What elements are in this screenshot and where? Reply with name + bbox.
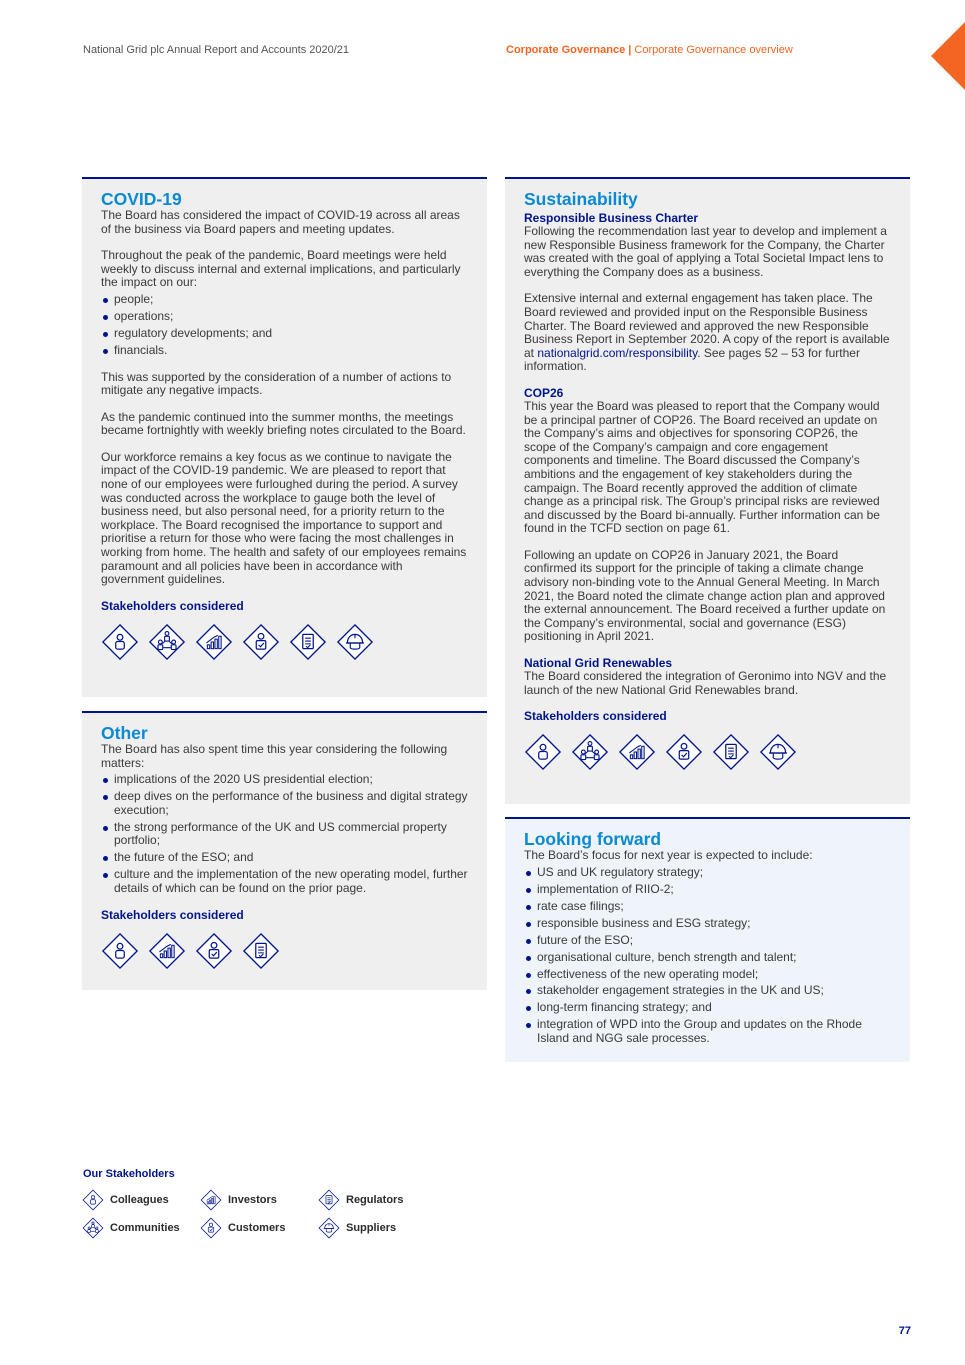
paragraph: The Board’s focus for next year is expected to include: — [524, 848, 813, 862]
paragraph-text: Extensive internal and external engagement has taken place. The Board reviewed and provided input on the Responsible Business Charter. The Board reviewed and approved the new Responsible Business Report in September 2020. A copy of the report is available at — [524, 291, 890, 360]
list-item: responsible business and ESG strategy; — [524, 917, 891, 931]
bullet-list — [524, 866, 891, 1046]
list-item: future of the ESO; — [524, 934, 891, 948]
suppliers-icon — [336, 623, 374, 661]
list-item: stakeholder engagement strategies in the UK and US; — [524, 984, 891, 998]
paragraph: As the pandemic continued into the summer months, the meetings became fortnightly with weekly briefing notes circulated to the Board. — [101, 409, 466, 438]
paragraph: Following the recommendation last year to develop and implement a new Responsible Business framework for the Company, the Charter was created with the goal of applying a Total Societal Impact lens to everything the Company does as a business. — [524, 224, 887, 279]
list-item: implementation of RIIO-2; — [524, 883, 891, 897]
regulators-icon — [318, 1189, 340, 1211]
list-item: implications of the 2020 US presidential election; — [101, 773, 468, 787]
stakeholder-icons — [101, 623, 468, 661]
stakeholders-label: Stakeholders considered — [524, 709, 667, 724]
breadcrumb-separator: | — [628, 44, 632, 56]
sustainability-panel — [505, 177, 910, 804]
paragraph: Throughout the peak of the pandemic, Board meetings were held weekly to discuss internal and external implications, and particularly the impact on our: — [101, 248, 461, 290]
list-item: integration of WPD into the Group and updates on the Rhode Island and NGG sale processes. — [524, 1018, 891, 1045]
stakeholders-label: Stakeholders considered — [101, 907, 244, 922]
renewables-heading: National Grid Renewables — [524, 656, 673, 671]
section-name: Corporate Governance — [506, 44, 626, 56]
paragraph: This was supported by the consideration of a number of actions to mitigate any negative impacts. — [101, 369, 452, 398]
panel-title: Other — [101, 723, 148, 743]
legend-label: Suppliers — [346, 1222, 397, 1234]
legend-label: Investors — [228, 1194, 277, 1206]
cop26-heading: COP26 — [524, 385, 564, 400]
responsibility-link[interactable]: nationalgrid.com/responsibility — [537, 345, 698, 360]
regulators-icon — [242, 932, 280, 970]
bullet-list — [101, 773, 468, 895]
legend-label: Colleagues — [110, 1194, 169, 1206]
regulators-icon — [712, 733, 750, 771]
list-item: rate case filings; — [524, 900, 891, 914]
paragraph: Our workforce remains a key focus as we continue to navigate the impact of the COVID-19 pandemic. We are pleased to report that none of our employees were furloughed during the period. A survey was conducted across the workplace to gauge both the level of business need, but also personal need, for a priority return to the workplace. The Board recognised the importance to support and prioritise a return for those who were facing the most challenges in working from home. The health and safety of our employees remains paramount and all policies have been in accordance with government guidelines. — [101, 449, 467, 587]
subsection-name: Corporate Governance overview — [634, 44, 793, 56]
paragraph: The Board considered the integration of Geronimo into NGV and the launch of the new National Grid Renewables brand. — [524, 669, 887, 697]
stakeholder-icons — [101, 932, 468, 970]
communities-icon — [571, 733, 609, 771]
other-panel — [82, 711, 487, 990]
list-item: financials. — [101, 344, 468, 358]
corner-tab-shape — [931, 22, 965, 90]
legend-item-customers — [200, 1217, 318, 1239]
customers-icon — [200, 1217, 222, 1239]
investors-icon — [148, 932, 186, 970]
list-item: US and UK regulatory strategy; — [524, 866, 891, 880]
list-item: long-term financing strategy; and — [524, 1001, 891, 1015]
list-item: organisational culture, bench strength and talent; — [524, 951, 891, 965]
colleagues-icon — [524, 733, 562, 771]
stakeholders-label: Stakeholders considered — [101, 598, 244, 613]
communities-icon — [148, 623, 186, 661]
customers-icon — [242, 623, 280, 661]
legend-label: Regulators — [346, 1194, 404, 1206]
investors-icon — [195, 623, 233, 661]
list-item: regulatory developments; and — [101, 327, 468, 341]
legend-label: Customers — [228, 1222, 286, 1234]
report-title: National Grid plc Annual Report and Accounts 2020/21 — [83, 44, 350, 56]
paragraph: The Board has considered the impact of COVID-19 across all areas of the business via Board papers and meeting updates. — [101, 208, 460, 236]
legend-item-suppliers — [318, 1217, 436, 1239]
list-item: the strong performance of the UK and US commercial property portfolio; — [101, 821, 468, 848]
colleagues-icon — [101, 623, 139, 661]
legend-item-regulators — [318, 1189, 436, 1211]
paragraph-text: . See pages 52 – 53 for further information. — [524, 345, 860, 374]
legend-item-communities — [82, 1217, 200, 1239]
rbc-heading: Responsible Business Charter — [524, 211, 699, 225]
list-item: the future of the ESO; and — [101, 851, 468, 865]
customers-icon — [195, 932, 233, 970]
suppliers-icon — [759, 733, 797, 771]
covid-panel — [82, 177, 487, 697]
list-item: effectiveness of the new operating model; — [524, 968, 891, 982]
stakeholder-legend — [82, 1189, 436, 1239]
customers-icon — [665, 733, 703, 771]
legend-item-investors — [200, 1189, 318, 1211]
list-item: people; — [101, 293, 468, 307]
bullet-list — [101, 293, 468, 358]
list-item: operations; — [101, 310, 468, 324]
list-item: culture and the implementation of the new operating model, further details of which can be found on the prior page. — [101, 868, 468, 895]
colleagues-icon — [82, 1189, 104, 1211]
suppliers-icon — [318, 1217, 340, 1239]
paragraph: Following an update on COP26 in January 2021, the Board confirmed its support for the principle of taking a climate change advisory non-binding vote to the Annual General Meeting. In March 2021, the Board noted the climate change action plan and approved the external announcement. The Board received a further update on the Company’s environmental, social and governance (ESG) positioning in April 2021. — [524, 547, 886, 644]
legend-title: Our Stakeholders — [83, 1168, 175, 1180]
investors-icon — [618, 733, 656, 771]
colleagues-icon — [101, 932, 139, 970]
legend-label: Communities — [110, 1222, 180, 1234]
paragraph — [524, 292, 891, 374]
paragraph: The Board has also spent time this year considering the following matters: — [101, 742, 448, 770]
panel-title: Sustainability — [524, 189, 638, 209]
paragraph: This year the Board was pleased to report that the Company would be a principal partner of COP26. The Board received an update on the Company’s aims and objectives for sponsoring COP26, the scope of the Company’s campaign and core engagement components and timeline. The Board discussed the Company’s ambitions and the engagement of key stakeholders during the campaign. The Board recently approved the addition of climate change as a principal risk. The Group’s principal risks are reviewed and discussed by the Board bi-annually. Further information can be found in the TCFD section on page 61. — [524, 398, 880, 536]
legend-item-colleagues — [82, 1189, 200, 1211]
page-number: 77 — [898, 1325, 911, 1337]
section-breadcrumb — [506, 44, 793, 56]
panel-title: COVID-19 — [101, 189, 182, 209]
investors-icon — [200, 1189, 222, 1211]
communities-icon — [82, 1217, 104, 1239]
panel-title: Looking forward — [524, 829, 662, 849]
regulators-icon — [289, 623, 327, 661]
stakeholder-icons — [524, 733, 891, 771]
looking-forward-panel — [505, 817, 910, 1062]
list-item: deep dives on the performance of the business and digital strategy execution; — [101, 790, 468, 817]
